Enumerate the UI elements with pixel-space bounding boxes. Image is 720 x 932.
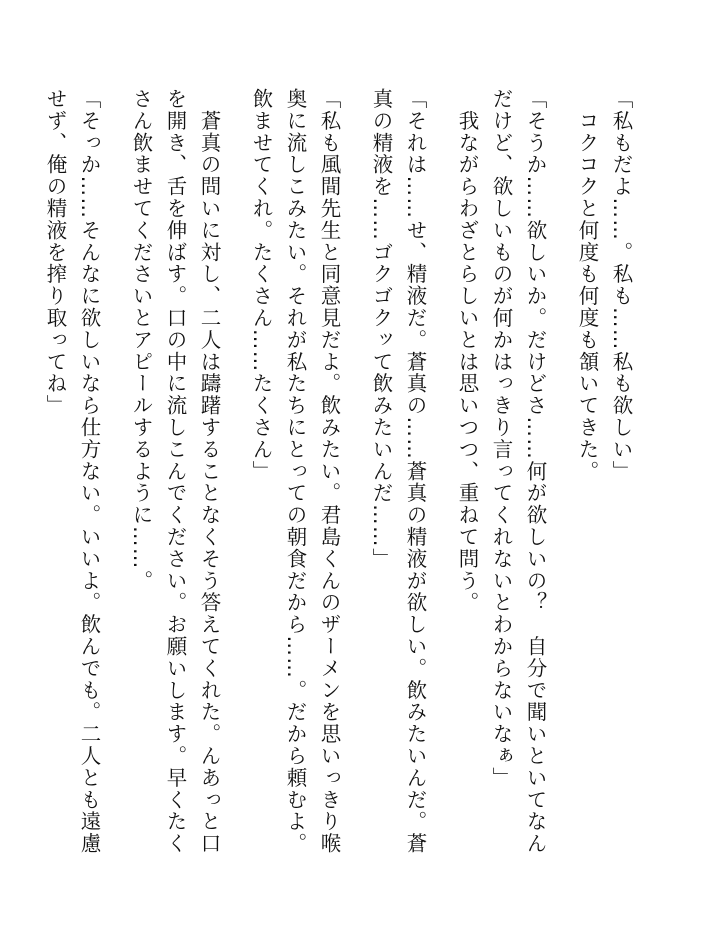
dialogue-line-4: 「私も風間先生と同意見だよ。飲みたい。君島くんのザーメンを思いっきり喉奥に流しこみたい。それが私たちにとっての朝食だから……。だから頼むよ。飲ませてくれ。たくさん……たくさん」 — [249, 88, 341, 855]
narration-line-3: 蒼真の問いに対し、二人は躊躇することなくそう答えてくれた。んあっと口を開き、舌を伸ばす。口の中に流しこんでください。お願いします。早くたくさん飲ませてくださいとアピールするように……。 — [129, 88, 221, 855]
dialogue-line-2: 「そうか……欲しいか。だけどさ……何が欲しいの？ 自分で聞いといてなんだけど、欲しいものが何かはっきり言ってくれないとわからないなぁ」 — [489, 88, 547, 855]
dialogue-line-5: 「そっか……そんなに欲しいなら仕方ない。いいよ。飲んでも。二人とも遠慮せず、俺の精液を搾り取ってね」 — [43, 88, 101, 855]
dialogue-line-1: 「私もだよ……。私も……私も欲しい」 — [609, 88, 633, 483]
narration-line-2: 我ながらわざとらしいとは思いつつ、重ねて問う。 — [455, 88, 479, 614]
vertical-text-body — [38, 88, 638, 868]
narration-line-1: コクコクと何度も何度も頷いてきた。 — [575, 88, 599, 483]
dialogue-line-3: 「それは……せ、精液だ。蒼真の……蒼真の精液が欲しい。飲みたいんだ。蒼真の精液を……ゴクゴクッて飲みたいんだ……」 — [369, 88, 427, 855]
